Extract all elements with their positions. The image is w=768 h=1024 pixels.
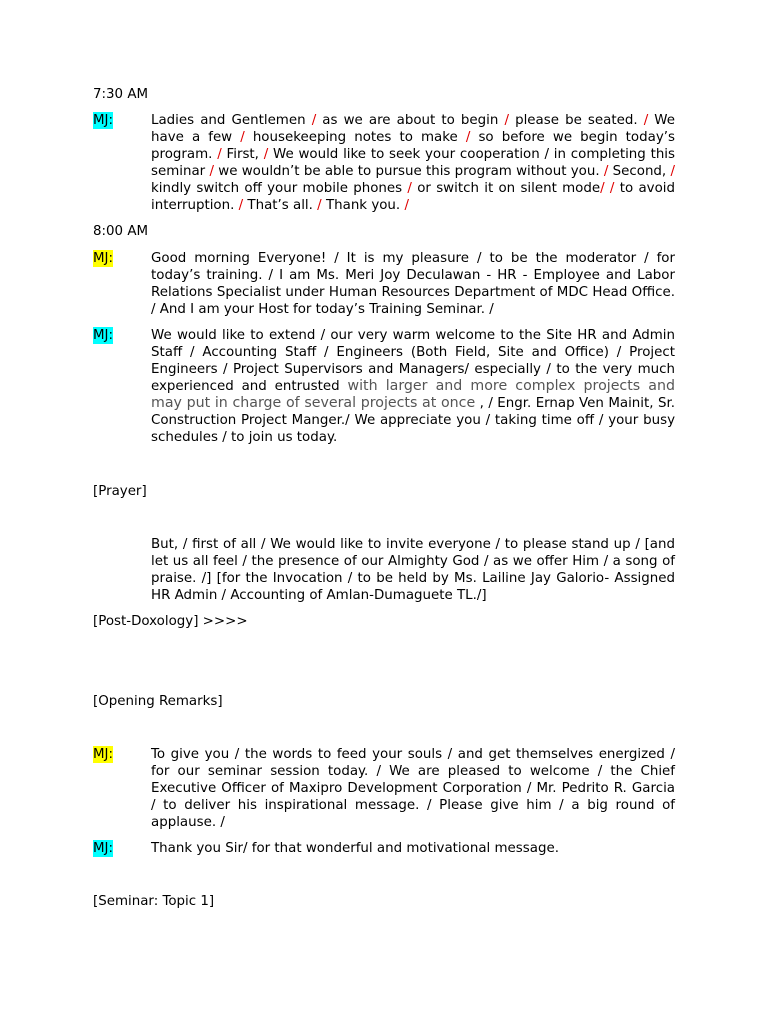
section-post-doxology: [Post-Doxology] >>>> xyxy=(93,614,248,629)
section-opening-remarks: [Opening Remarks] xyxy=(93,694,223,709)
text-segment: housekeeping notes to make xyxy=(244,130,466,145)
slash-marker: / xyxy=(217,147,222,162)
script-entry-1 xyxy=(93,112,675,214)
text-segment: kindly switch off your mobile phones xyxy=(151,181,408,196)
slash-marker: / xyxy=(209,164,214,179)
text-segment: That’s all. xyxy=(243,198,318,213)
script-text: Good morning Everyone! / It is my pleasure / to be the moderator / for today’s training. / I am Ms. Meri Joy Deculawan - HR - Employee and Labor Relations Specialist under Human Resources Department of MDC Head Office. / And I am your Host for today’s Training Seminar. / xyxy=(151,251,675,317)
text-segment: We would like to extend / our very warm welcome to the Site HR and Admin Staff / Accounting Staff / Engineers (Both Field, Site and Office) / Project Engineers / Project Supervisors and Managers/ especially / to the very much experienced and entrusted xyxy=(151,328,675,394)
script-text xyxy=(151,112,675,214)
text-segment: we wouldn’t be able to pursue this program without you. xyxy=(213,164,604,179)
slash-marker: / xyxy=(670,164,675,179)
text-segment: , / Engr. Ernap Ven Mainit, Sr. Construction Project Manger./ We appreciate you / taking time off / your busy schedules / to join us today. xyxy=(151,396,675,445)
slash-marker: / xyxy=(603,164,609,179)
text-segment: please be seated. xyxy=(508,113,644,128)
script-entry-3 xyxy=(93,327,675,446)
script-entry-6 xyxy=(93,840,675,857)
slash-marker: / xyxy=(407,181,412,196)
time-800: 8:00 AM xyxy=(93,224,149,239)
speaker-label: MJ: xyxy=(93,113,114,128)
text-segment: Thank you. xyxy=(321,198,405,213)
script-text: But, / first of all / We would like to invite everyone / to please stand up / [and let us all feel / the presence of our Almighty God / as we offer Him / a song of praise. /] [for the Invocation / to be held by Ms. Lailine Jay Galorio- Assigned HR Admin / Accounting of Amlan-Dumaguete TL./] xyxy=(151,537,675,603)
script-text xyxy=(151,327,675,446)
section-seminar-topic: [Seminar: Topic 1] xyxy=(93,894,215,909)
script-text: Thank you Sir/ for that wonderful and motivational message. xyxy=(151,841,559,856)
slash-marker: / / xyxy=(600,181,615,196)
speaker-label: MJ: xyxy=(93,251,114,266)
text-segment: We would like to seek your cooperation / in completing this seminar xyxy=(151,147,675,179)
script-entry-2 xyxy=(93,250,675,318)
slash-marker: / xyxy=(465,130,471,145)
slash-marker: / xyxy=(504,113,509,128)
text-segment: First, xyxy=(221,147,264,162)
text-segment: Ladies and Gentlemen xyxy=(151,113,312,128)
speaker-label: MJ: xyxy=(93,841,114,856)
text-segment: to avoid interruption. xyxy=(151,181,675,213)
section-prayer: [Prayer] xyxy=(93,484,147,499)
text-segment: so before we begin today’s program. xyxy=(151,130,675,162)
script-entry-4 xyxy=(93,536,675,604)
slash-marker: / xyxy=(643,113,649,128)
script-entry-5 xyxy=(93,746,675,831)
text-segment: as we are about to begin xyxy=(316,113,505,128)
slash-marker: / xyxy=(240,130,245,145)
speaker-label: MJ: xyxy=(93,747,114,762)
script-text: To give you / the words to feed your souls / and get themselves energized / for our seminar session today. / We are pleased to welcome / the Chief Executive Officer of Maxipro Development Corporation / Mr. Pedrito R. Garcia / to deliver his inspirational message. / Please give him / a big round of applause. / xyxy=(151,747,675,830)
slash-marker: / xyxy=(404,198,409,213)
slash-marker: / xyxy=(238,198,244,213)
slash-marker: / xyxy=(263,147,269,162)
text-segment: Second, xyxy=(608,164,671,179)
slash-marker: / xyxy=(311,113,317,128)
time-730: 7:30 AM xyxy=(93,87,149,102)
quoted-text: with larger and more complex projects and may put in charge of several projects at once xyxy=(151,378,675,411)
text-segment: We have a few xyxy=(151,113,675,145)
slash-marker: / xyxy=(317,198,322,213)
document-page xyxy=(93,86,675,910)
speaker-label: MJ: xyxy=(93,328,114,343)
text-segment: or switch it on silent mode xyxy=(411,181,601,196)
